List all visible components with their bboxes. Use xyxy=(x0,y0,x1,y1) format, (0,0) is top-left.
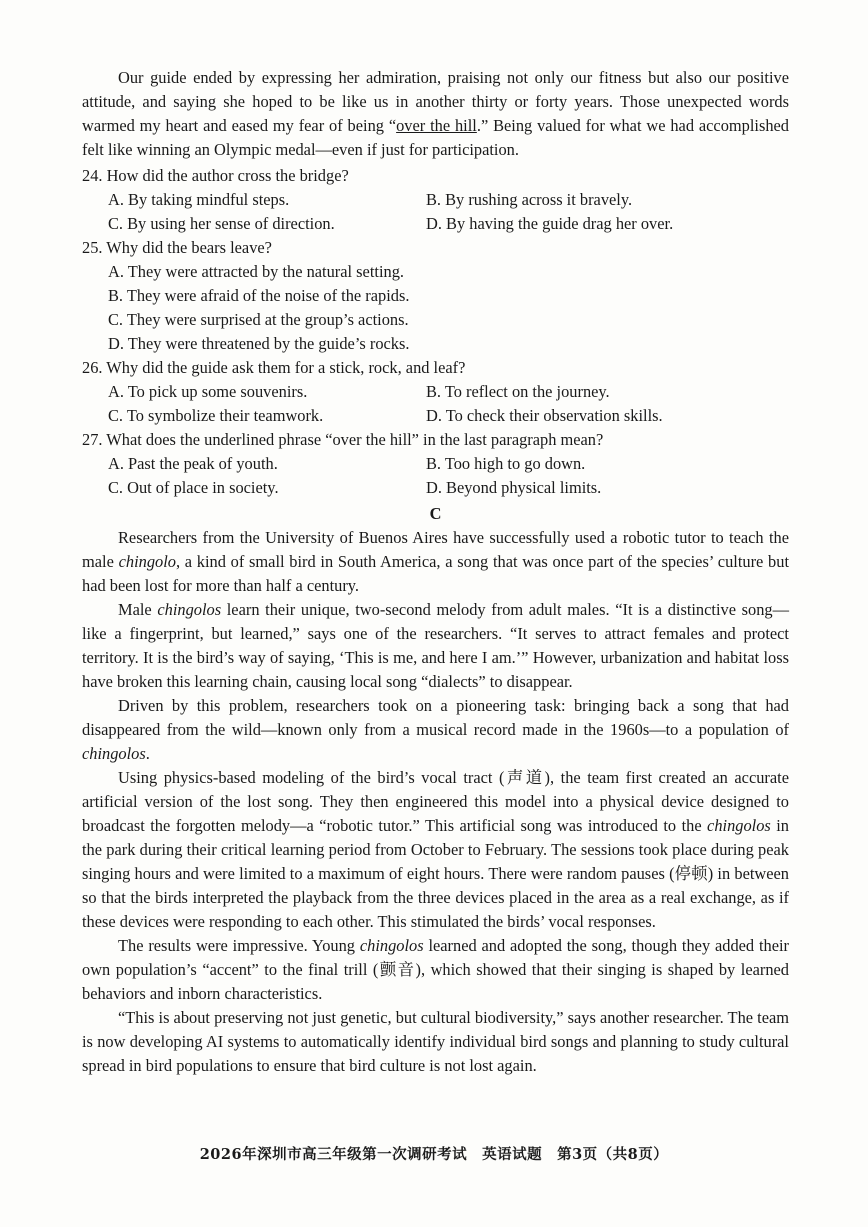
question-26 xyxy=(82,356,789,428)
paragraph-text: in the park during their critical learning period from October to February. The sessions took place during peak singing hours and were limited to a maximum of eight hours. There were random pauses (停顿) in between so that the birds interpreted the playback from the three devices placed in the area as a real exchange, as if these devices were responding to each other. This stimulated the birds’ vocal responses. xyxy=(82,816,789,931)
option-a: A. They were attracted by the natural setting. xyxy=(108,262,404,281)
passage-c-paragraph-1 xyxy=(82,526,789,598)
page-footer: 2026年深圳市高三年级第一次调研考试 英语试题 第3页（共8页） xyxy=(199,1146,669,1163)
italic-term: chingolos xyxy=(157,600,222,619)
italic-term: chingolos xyxy=(359,936,424,955)
option-d: D. By having the guide drag her over. xyxy=(426,214,674,233)
passage-b-final-paragraph xyxy=(82,66,789,162)
paragraph-text: , a kind of small bird in South America, a song that was once part of the species’ culture but had been lost for more than half a century. xyxy=(82,552,789,595)
question-24 xyxy=(82,164,789,236)
section-heading: C xyxy=(429,504,442,523)
option-d: D. They were threatened by the guide’s rocks. xyxy=(108,334,410,353)
option-c: C. They were surprised at the group’s actions. xyxy=(108,310,409,329)
exam-page xyxy=(82,66,789,1078)
underlined-phrase: over the hill xyxy=(396,116,477,135)
option-b: B. By rushing across it bravely. xyxy=(426,190,633,209)
option-c: C. Out of place in society. xyxy=(108,478,279,497)
question-25 xyxy=(82,236,789,356)
passage-c-paragraph-3 xyxy=(82,694,789,766)
paragraph-text: The results were impressive. Young xyxy=(118,936,360,955)
paragraph-text: Using physics-based modeling of the bird’s vocal tract (声道), the team first created an accurate artificial version of the lost song. They then engineered this model into a physical device designed to broadcast the forgotten melody—a “robotic tutor.” This artificial song was introduced to the xyxy=(82,768,789,835)
paragraph-text: learned and adopted the song, though they added their own population’s “accent” to the final trill (颤音), which showed that their singing is shaped by learned behaviors and inborn characteristics. xyxy=(82,936,789,1003)
paragraph-text: learn their unique, two-second melody from adult males. “It is a distinctive song—like a fingerprint, but learned,” says one of the researchers. “It serves to attract females and protect territory. It is the bird’s way of saying, ‘This is me, and here I am.’” However, urbanization and habitat loss have broken this learning chain, causing local song “dialects” to disappear. xyxy=(82,600,789,691)
paragraph-text: Male xyxy=(118,600,158,619)
question-stem: 26. Why did the guide ask them for a stick, rock, and leaf? xyxy=(82,358,466,377)
option-c: C. To symbolize their teamwork. xyxy=(108,406,324,425)
passage-c-paragraph-5 xyxy=(82,934,789,1006)
option-a: A. Past the peak of youth. xyxy=(108,454,278,473)
option-c: C. By using her sense of direction. xyxy=(108,214,335,233)
question-27 xyxy=(82,428,789,500)
passage-c-paragraph-4 xyxy=(82,766,789,934)
option-b: B. They were afraid of the noise of the rapids. xyxy=(108,286,410,305)
paragraph-text: . xyxy=(145,744,150,763)
option-a: A. By taking mindful steps. xyxy=(108,190,290,209)
italic-term: chingolo xyxy=(118,552,176,571)
option-d: D. To check their observation skills. xyxy=(426,406,663,425)
question-stem: 24. How did the author cross the bridge? xyxy=(82,166,349,185)
question-stem: 25. Why did the bears leave? xyxy=(82,238,272,257)
option-b: B. Too high to go down. xyxy=(426,454,586,473)
paragraph-text: Researchers from the University of Buenos Aires have successfully used a robotic tutor to teach the male xyxy=(82,528,789,571)
paragraph-text: Driven by this problem, researchers took on a pioneering task: bringing back a song that had disappeared from the wild—known only from a musical record made in the 1960s—to a population of xyxy=(82,696,789,739)
paragraph-text: .” Being valued for what we had accomplished felt like winning an Olympic medal—even if just for participation. xyxy=(82,116,790,159)
italic-term: chingolos xyxy=(707,816,771,835)
paragraph-text: Our guide ended by expressing her admiration, praising not only our fitness but also our positive attitude, and saying she hoped to be like us in another thirty or forty years. Those unexpected words warmed my heart and eased my fear of being “ xyxy=(82,68,789,135)
option-a: A. To pick up some souvenirs. xyxy=(108,382,308,401)
passage-c-paragraph-2 xyxy=(82,598,789,694)
question-stem: 27. What does the underlined phrase “over the hill” in the last paragraph mean? xyxy=(82,430,604,449)
option-d: D. Beyond physical limits. xyxy=(426,478,602,497)
passage-c-paragraph-6: “This is about preserving not just genetic, but cultural biodiversity,” says another researcher. The team is now developing AI systems to automatically identify individual bird songs and planning to study cultural spread in bird populations to ensure that bird culture is not lost again. xyxy=(82,1008,789,1075)
italic-term: chingolos xyxy=(82,744,146,763)
option-b: B. To reflect on the journey. xyxy=(426,382,610,401)
